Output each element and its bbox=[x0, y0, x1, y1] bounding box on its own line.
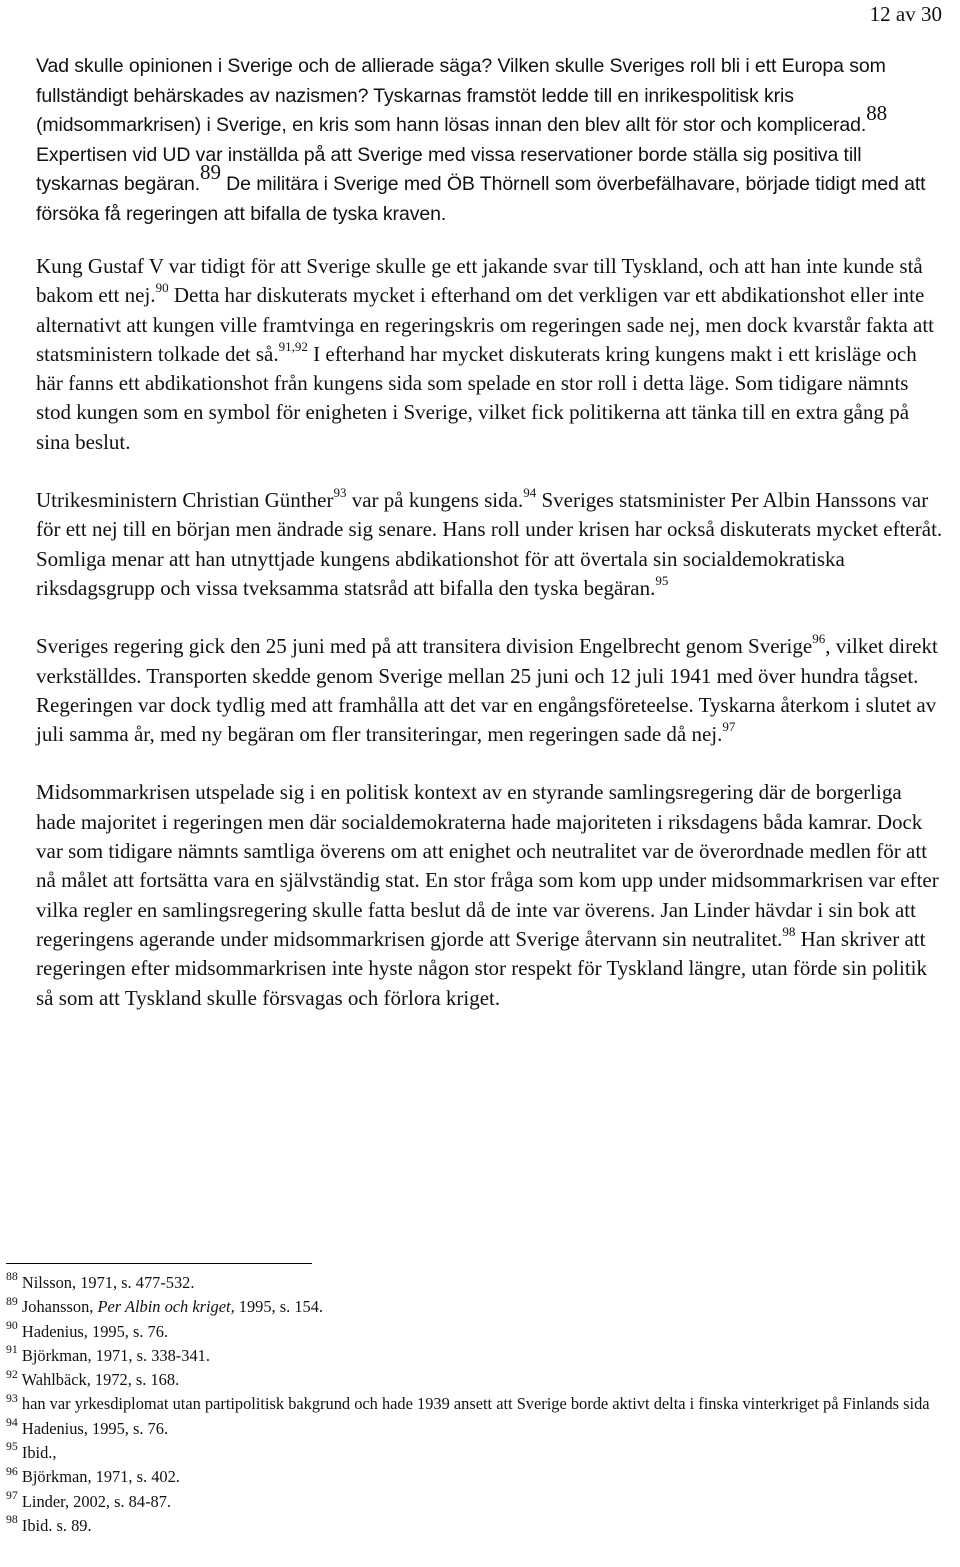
text-segment: Vad skulle opinionen i Sverige och de allierade säga? Vilken skulle Sveriges roll bli i ett Europa som fullständigt behärskades av nazismen? Tyskarnas framstöt ledde till en inrikespolitisk kris (midsommarkrisen) i Sverige, en kris som hann lösas innan den blev allt för stor och komplicerad. bbox=[36, 55, 886, 136]
footnote-90 bbox=[6, 1317, 956, 1344]
paragraph-ministers bbox=[36, 486, 944, 603]
text-segment: I efterhand har mycket diskuterats kring kungens makt i ett krisläge och här fanns ett abdikationshot från kungens sida som spelade en stor roll i detta läge. Som tidigare nämnts stod kungen som en symbol för enigheten i Sverige, vilket fick politikerna att tänka till en extra gång på sina beslut. bbox=[36, 341, 917, 454]
footnote-93 bbox=[6, 1392, 956, 1416]
footnote-number: 89 bbox=[6, 1293, 18, 1308]
text-segment: Kung Gustaf V var tidigt för att Sverige skulle ge ett jakande svar till Tyskland, och att han inte kunde stå bakom ett nej. bbox=[36, 254, 923, 308]
footnote-ref-97[interactable]: 97 bbox=[722, 719, 736, 735]
footnote-ref-96[interactable]: 96 bbox=[812, 631, 826, 647]
footnote-95 bbox=[6, 1441, 956, 1465]
footnote-text: Björkman, 1971, s. 402. bbox=[21, 1467, 180, 1487]
footnote-ref-88[interactable]: 88 bbox=[866, 101, 888, 126]
text-segment: Sveriges regering gick den 25 juni med på att transitera division Engelbrecht genom Sverige bbox=[36, 634, 813, 659]
text-segment: De militära i Sverige med ÖB Thörnell som överbefälhavare, började tidigt med att försöka få regeringen att bifalla de tyska kraven. bbox=[36, 173, 926, 225]
footnotes bbox=[6, 1271, 956, 1538]
page-number: 12 av 30 bbox=[869, 2, 942, 26]
text-segment: var på kungens sida. bbox=[346, 488, 524, 513]
footnote-number: 88 bbox=[6, 1269, 18, 1284]
footnote-text: 1995, s. 154. bbox=[234, 1297, 324, 1317]
footnote-ref-91-92[interactable]: 91,92 bbox=[278, 338, 308, 354]
paragraph-context bbox=[36, 778, 944, 1012]
footnote-number: 98 bbox=[6, 1512, 18, 1527]
text-segment: Utrikesministern Christian Günther bbox=[36, 488, 334, 513]
footnote-text: Hadenius, 1995, s. 76. bbox=[21, 1418, 169, 1438]
footnote-text: Wahlbäck, 1972, s. 168. bbox=[21, 1370, 180, 1390]
footnote-number: 91 bbox=[6, 1342, 18, 1357]
footnote-97 bbox=[6, 1490, 956, 1514]
footnote-book-title: Per Albin och kriget, bbox=[97, 1297, 235, 1317]
footnote-ref-89[interactable]: 89 bbox=[200, 160, 221, 185]
footnote-number: 93 bbox=[6, 1390, 18, 1405]
text-segment: Expertisen vid UD var inställda på att Sverige med vissa reservationer borde ställa sig positiva till tyskarnas begäran. bbox=[36, 143, 862, 195]
paragraph-transit bbox=[36, 632, 944, 749]
footnote-text: han var yrkesdiplomat utan partipolitisk bakgrund och hade 1939 ansett att Sverige borde aktivt delta i finska vinterkriget på Finlands sida bbox=[21, 1394, 930, 1414]
text-segment: Sveriges statsminister Per Albin Hanssons var för ett nej till en början men ändrade sig senare. Hans roll under krisen har också diskuterats mycket efteråt. Somliga menar att han utnyttjade kungens abdikationshot för att övertala sin socialdemokratiska riksdagsgrupp och vissa tveksamma statsråd att bifalla den tyska begäran. bbox=[36, 488, 943, 600]
footnote-88 bbox=[6, 1271, 956, 1295]
footnote-text: Björkman, 1971, s. 338-341. bbox=[21, 1345, 210, 1365]
footnote-separator bbox=[6, 1263, 312, 1264]
footnote-text: Linder, 2002, s. 84-87. bbox=[21, 1491, 172, 1511]
paragraph-king bbox=[36, 252, 944, 457]
footnote-ref-98[interactable]: 98 bbox=[782, 924, 796, 939]
footnote-number: 92 bbox=[6, 1366, 18, 1381]
footnote-text: Hadenius, 1995, s. 76. bbox=[21, 1321, 169, 1341]
footnote-96 bbox=[6, 1465, 956, 1489]
footnote-ref-90[interactable]: 90 bbox=[155, 280, 169, 296]
footnote-94 bbox=[6, 1417, 956, 1441]
footnote-number: 95 bbox=[6, 1439, 18, 1454]
body-text bbox=[36, 52, 944, 1013]
footnote-number: 96 bbox=[6, 1463, 18, 1478]
footnote-text: Ibid. s. 89. bbox=[21, 1515, 92, 1535]
footnote-ref-95[interactable]: 95 bbox=[655, 573, 669, 589]
footnote-number: 94 bbox=[6, 1415, 18, 1430]
footnote-number: 97 bbox=[6, 1488, 18, 1503]
text-segment: , vilket direkt verkställdes. Transporten skedde genom Sverige mellan 25 juni och 12 juli 1941 med över hundra tågset. Regeringen var dock tydlig med att framhålla att det var en engångsföreteelse. Tyskarna återkom i slutet av juli samma år, med ny begäran om fler transiteringar, men regeringen sade då nej. bbox=[36, 634, 938, 747]
text-segment: Detta har diskuterats mycket i efterhand om det verkligen var ett abdikationshot eller inte alternativt att kungen ville framtvinga en regeringskris om regeringen sade nej, men dock kvarstår fakta att statsministern tolkade det så. bbox=[36, 283, 935, 366]
footnote-ref-94[interactable]: 94 bbox=[523, 485, 537, 501]
footnote-text: Ibid., bbox=[21, 1443, 57, 1463]
footnote-ref-93[interactable]: 93 bbox=[333, 485, 347, 501]
footnote-text: Nilsson, 1971, s. 477-532. bbox=[21, 1273, 195, 1292]
footnote-91 bbox=[6, 1344, 956, 1368]
footnote-92 bbox=[6, 1368, 956, 1392]
text-segment: Midsommarkrisen utspelade sig i en politisk kontext av en styrande samlingsregering där de borgerliga hade majoritet i regeringen men där socialdemokraterna hade majoriteten i riksdagens båda kamrar. Dock var som tidigare nämnts samtliga överens om att enighet och neutralitet var de överordnade medlen för att nå målet att fortsätta vara en självständig stat. En stor fråga som kom upp under midsommarkrisen var efter vilka regler en samlingsregering skulle fatta beslut då de inte var överens. Jan Linder hävdar i sin bok att regeringens agerande under midsommarkrisen gjorde att Sverige återvann sin neutralitet. bbox=[36, 780, 939, 951]
footnote-98 bbox=[6, 1514, 956, 1538]
text-segment: Han skriver att regeringen efter midsommarkrisen inte hyste någon stor respekt för Tyskland längre, utan förde sin politik så som att Tyskland skulle försvagas och förlora kriget. bbox=[36, 926, 927, 1010]
footnote-text: Johansson, bbox=[21, 1297, 98, 1317]
paragraph-opinion bbox=[36, 52, 944, 229]
footnote-89 bbox=[6, 1295, 956, 1319]
footnote-number: 90 bbox=[6, 1317, 18, 1332]
